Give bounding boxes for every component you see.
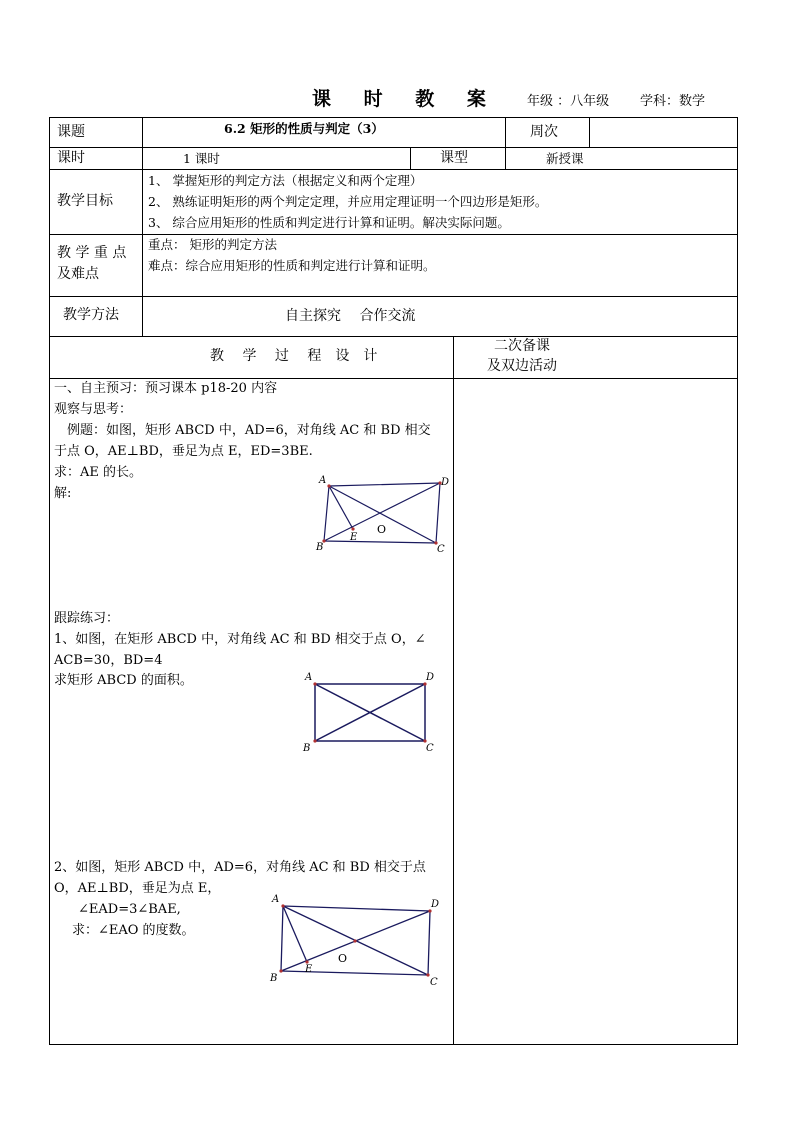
method-value: 自主探究 合作交流 xyxy=(285,308,416,324)
exercise1-line2: ACB=30，BD=4 xyxy=(54,653,163,668)
example-line1: 例题：如图，矩形 ABCD 中，AD=6，对角线 AC 和 BD 相交 xyxy=(54,423,431,438)
exercise2-line3: ∠EAD=3∠BAE, xyxy=(78,902,181,917)
subject-label: 学科：数学 xyxy=(640,94,706,109)
topic-label: 课题 xyxy=(57,124,85,140)
grade-label: 年级 ：八年级 xyxy=(527,94,610,109)
fig3-label-a: A xyxy=(272,894,280,905)
fig1-label-a: A xyxy=(319,475,327,486)
fig2-label-b: B xyxy=(303,743,311,754)
follow-label: 跟踪练习： xyxy=(54,611,120,626)
goal-item-1: 1、 掌握矩形的判定方法（根据定义和两个定理） xyxy=(148,173,423,188)
fig1-label-d: D xyxy=(441,477,450,488)
second-prep-header-line2: 及双边活动 xyxy=(487,358,557,374)
example-question: 求：AE 的长。 xyxy=(54,465,143,480)
hours-value: 1 课时 xyxy=(183,151,220,166)
difficulty-point: 难点：综合应用矩形的性质和判定进行计算和证明。 xyxy=(148,258,436,273)
process-design-header: 教 学 过 程 设 计 xyxy=(210,348,378,364)
segment-ae xyxy=(283,906,307,962)
example-line2: 于点 O，AE⊥BD，垂足为点 E，ED=3BE. xyxy=(54,444,313,459)
fig2-label-c: C xyxy=(426,743,434,754)
fig2-label-d: D xyxy=(426,672,435,683)
fig3-label-b: B xyxy=(270,973,278,984)
second-prep-header-line1: 二次备课 xyxy=(494,338,550,354)
section-preview: 一、自主预习：预习课本 p18-20 内容 xyxy=(54,381,278,396)
exercise2-question: 求：∠EAO 的度数。 xyxy=(72,923,195,938)
key-point: 重点： 矩形的判定方法 xyxy=(148,237,277,252)
goal-item-2: 2、 熟练证明矩形的两个判定定理，并应用定理证明一个四边形是矩形。 xyxy=(148,194,548,209)
exercise2-line2: O，AE⊥BD，垂足为点 E， xyxy=(54,881,221,896)
observe-label: 观察与思考： xyxy=(54,402,133,417)
topic-value: 6.2 矩形的性质与判定（3） xyxy=(224,121,384,136)
week-label: 周次 xyxy=(530,124,558,140)
goal-item-3: 3、 综合应用矩形的性质和判定进行计算和证明。解决实际问题。 xyxy=(148,215,510,230)
fig1-label-e: E xyxy=(350,532,358,543)
goals-label: 教学目标 xyxy=(57,193,113,209)
lesson-type-label: 课型 xyxy=(440,150,468,166)
fig2-label-a: A xyxy=(305,672,313,683)
fig3-label-e: E xyxy=(305,964,313,975)
solution-label: 解: xyxy=(54,486,72,501)
fig1-label-c: C xyxy=(437,544,445,555)
key-label-line2: 及难点 xyxy=(57,266,99,282)
hours-label: 课时 xyxy=(57,150,85,166)
fig3-label-d: D xyxy=(431,899,440,910)
page-title: 课 时 教 案 xyxy=(312,88,499,110)
exercise1-line1: 1、如图，在矩形 ABCD 中，对角线 AC 和 BD 相交于点 O，∠ xyxy=(54,632,426,647)
fig3-label-c: C xyxy=(430,977,438,988)
exercise2-line1: 2、如图，矩形 ABCD 中，AD=6，对角线 AC 和 BD 相交于点 xyxy=(54,860,426,875)
exercise1-question: 求矩形 ABCD 的面积。 xyxy=(54,673,193,688)
fig1-label-o: O xyxy=(377,523,387,536)
key-label-line1: 教 学 重 点 xyxy=(57,245,127,261)
method-label: 教学方法 xyxy=(63,307,119,323)
lesson-type-value: 新授课 xyxy=(546,151,584,166)
fig1-label-b: B xyxy=(316,542,324,553)
fig3-label-o: O xyxy=(338,952,348,965)
